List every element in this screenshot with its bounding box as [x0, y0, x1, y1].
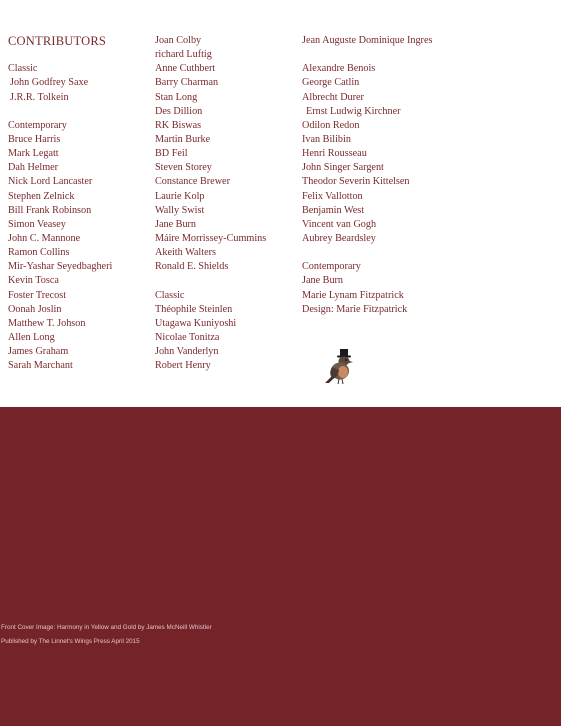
column-1	[8, 34, 112, 373]
contributor-name: Jane Burn	[302, 275, 344, 287]
contributor-name: Ronald E. Shields	[155, 261, 229, 273]
contributor-name: Odilon Redon	[302, 119, 360, 131]
contributor-name: Laurie Kolp	[155, 190, 205, 202]
contributor-name: Wally Swist	[155, 204, 205, 216]
contributor-name: Akeith Walters	[155, 247, 216, 259]
footer-panel	[0, 407, 561, 726]
contributor-name: Des Dillion	[155, 105, 203, 117]
bird-with-top-hat-icon	[322, 348, 358, 386]
contributor-name: RK Biswas	[155, 119, 202, 131]
publisher-credit: Published by The Linnet's Wings Press April 2015	[1, 638, 140, 645]
contributor-name: Martin Burke	[155, 133, 211, 145]
contributor-name: Anne Cuthbert	[155, 63, 216, 75]
contributors-heading: CONTRIBUTORS	[8, 34, 107, 48]
contributor-name: Kevin Tosca	[8, 275, 59, 287]
column-3	[302, 34, 432, 317]
contributor-name: Utagawa Kuniyoshi	[155, 317, 237, 329]
contributor-name: Ivan Bilibin	[302, 133, 351, 145]
contributor-name: Oonah Joslin	[8, 303, 62, 315]
contributor-name: Marie Lynam Fitzpatrick	[302, 289, 404, 301]
contributor-name: Mir-Yashar Seyedbagheri	[8, 261, 113, 273]
contributor-name: Bill Frank Robinson	[8, 204, 92, 216]
contributor-name: Nick Lord Lancaster	[8, 176, 93, 188]
contributor-name: Matthew T. Johson	[8, 317, 86, 329]
contributor-name: Théophile Steinlen	[155, 303, 233, 315]
cover-image-credit: Front Cover Image: Harmony in Yellow and Gold by James McNeill Whistler	[1, 624, 212, 631]
contributor-name: Vincent van Gogh	[302, 218, 377, 230]
contributor-name: Allen Long	[8, 331, 55, 343]
classic-label: Classic	[155, 289, 185, 301]
contributor-name: Robert Henry	[155, 360, 211, 372]
contributor-name: Design: Marie Fitzpatrick	[302, 303, 408, 315]
contributor-name: Theodor Severin Kittelsen	[302, 176, 410, 188]
contributor-name: Albrecht Durer	[302, 91, 364, 103]
contributor-name: George Catlin	[302, 77, 360, 89]
contributor-name: Benjamin West	[302, 204, 365, 216]
column-2	[155, 34, 266, 373]
contributor-name: Sarah Marchant	[8, 360, 73, 372]
contributor-name: Stephen Zelnick	[8, 190, 75, 202]
contributor-name: Jean Auguste Dominique Ingres	[302, 35, 433, 46]
classic-label: Classic	[8, 63, 38, 75]
contributor-name: Dah Helmer	[8, 162, 59, 174]
contributor-name: Máire Morrissey-Cummins	[155, 232, 267, 244]
contributor-name: Bruce Harris	[8, 133, 61, 145]
contributor-name: John Godfrey Saxe	[10, 77, 89, 89]
contemporary-label: Contemporary	[302, 261, 361, 273]
contributor-name: Steven Storey	[155, 162, 212, 174]
contributor-name: Nicolae Tonitza	[155, 331, 220, 343]
contributor-name: richard Luftig	[155, 49, 212, 61]
contributor-name: John Vanderlyn	[155, 346, 219, 358]
contributor-name: Alexandre Benois	[302, 63, 376, 75]
contemporary-label: Contemporary	[8, 119, 67, 131]
contributor-name: Felix Vallotton	[302, 190, 363, 202]
contributor-name: Jane Burn	[155, 218, 197, 230]
contributor-name: Aubrey Beardsley	[302, 232, 376, 244]
contributor-name: Ernst Ludwig Kirchner	[306, 105, 401, 117]
contributor-name: John C. Mannone	[8, 232, 81, 244]
contributor-name: Mark Legatt	[8, 148, 59, 160]
contributor-name: J.R.R. Tolkein	[10, 91, 69, 103]
contributor-name: James Graham	[8, 346, 69, 358]
contributor-name: Foster Trecost	[8, 289, 67, 301]
contributor-name: BD Feil	[155, 148, 188, 160]
contributor-name: John Singer Sargent	[302, 162, 384, 174]
contributor-name: Constance Brewer	[155, 176, 230, 188]
contributor-name: Ramon Collins	[8, 247, 70, 259]
contributor-name: Henri Rousseau	[302, 148, 367, 160]
contributor-name: Barry Charman	[155, 77, 219, 89]
contributor-name: Joan Colby	[155, 35, 202, 46]
contributor-name: Stan Long	[155, 91, 198, 103]
contributor-name: Simon Veasey	[8, 218, 66, 230]
